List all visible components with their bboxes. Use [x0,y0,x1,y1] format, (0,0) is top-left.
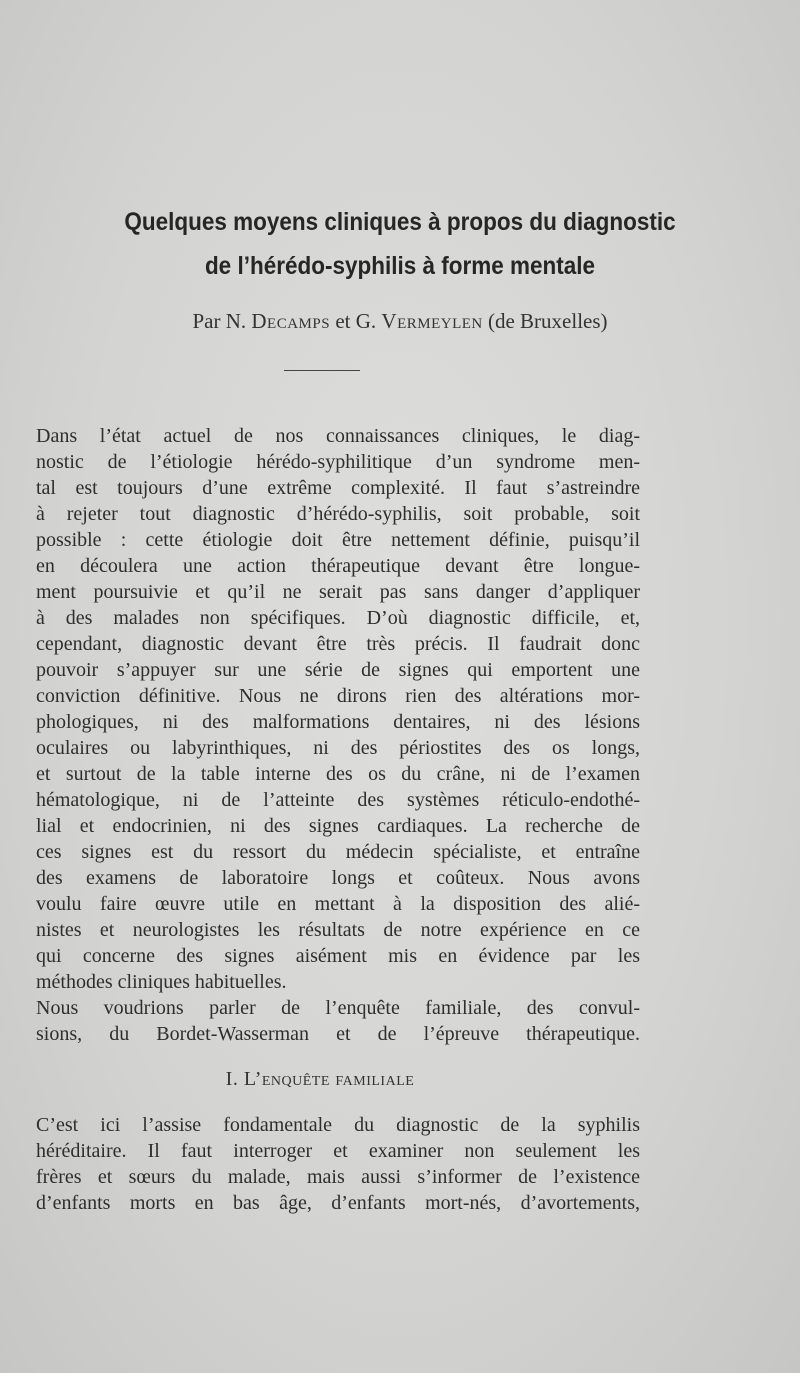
body-line: Nous voudrions parler de l’enquête familiale, des convul- [36,997,640,1019]
body-line: possible : cette étiologie doit être nettement définie, puisqu’il [36,529,640,551]
author-decamps: Decamps [251,309,331,333]
body-line: en découlera une action thérapeutique devant être longue- [36,555,640,577]
body-line: qui concerne des signes aisément mis en évidence par les [36,945,640,967]
body-line: méthodes cliniques habituelles. [36,971,287,993]
body-line: lial et endocrinien, ni des signes cardiaques. La recherche de [36,815,640,837]
body-line: des examens de laboratoire longs et coûteux. Nous avons [36,867,640,889]
section-line: frères et sœurs du malade, mais aussi s’informer de l’existence [36,1166,640,1188]
section-heading: I. L’enquête familiale [225,1068,415,1090]
body-line: sions, du Bordet-Wasserman et de l’épreuve thérapeutique. [36,1023,640,1045]
body-line: nostic de l’étiologie hérédo-syphilitique d’un syndrome men- [36,451,640,473]
title-separator-rule [284,370,360,371]
body-line: cependant, diagnostic devant être très précis. Il faudrait donc [36,633,640,655]
author-vermeylen: Vermeylen [381,309,483,333]
body-line: et surtout de la table interne des os du crâne, ni de l’examen [36,763,640,785]
section-line: d’enfants morts en bas âge, d’enfants mort-nés, d’avortements, [36,1192,640,1214]
body-line: à des malades non spécifiques. D’où diagnostic difficile, et, [36,607,640,629]
body-line: conviction définitive. Nous ne dirons rien des altérations mor- [36,685,640,707]
section-line: C’est ici l’assise fondamentale du diagnostic de la syphilis [36,1114,640,1136]
body-line: à rejeter tout diagnostic d’hérédo-syphilis, soit probable, soit [36,503,640,525]
byline [0,309,800,334]
body-line: Dans l’état actuel de nos connaissances cliniques, le diag- [36,425,640,447]
body-line: tal est toujours d’une extrême complexité. Il faut s’astreindre [36,477,640,499]
byline-affiliation: (de Bruxelles) [487,309,608,333]
body-line: oculaires ou labyrinthiques, ni des périostites des os longs, [36,737,640,759]
body-line: nistes et neurologistes les résultats de notre expérience en ce [36,919,640,941]
body-line: voulu faire œuvre utile en mettant à la disposition des alié- [36,893,640,915]
body-line: hématologique, ni de l’atteinte des systèmes réticulo-endothé- [36,789,640,811]
body-line: phologiques, ni des malformations dentaires, ni des lésions [36,711,640,733]
body-line: pouvoir s’appuyer sur une série de signes qui emportent une [36,659,640,681]
title-line-2: de l’hérédo-syphilis à forme mentale [204,252,596,280]
section-line: héréditaire. Il faut interroger et examiner non seulement les [36,1140,640,1162]
body-line: ment poursuivie et qu’il ne serait pas sans danger d’appliquer [36,581,640,603]
body-line: ces signes est du ressort du médecin spécialiste, et entraîne [36,841,640,863]
byline-prefix: Par N. [192,309,247,333]
title-line-1: Quelques moyens cliniques à propos du diagnostic [124,208,676,236]
byline-conj: et G. [335,309,377,333]
